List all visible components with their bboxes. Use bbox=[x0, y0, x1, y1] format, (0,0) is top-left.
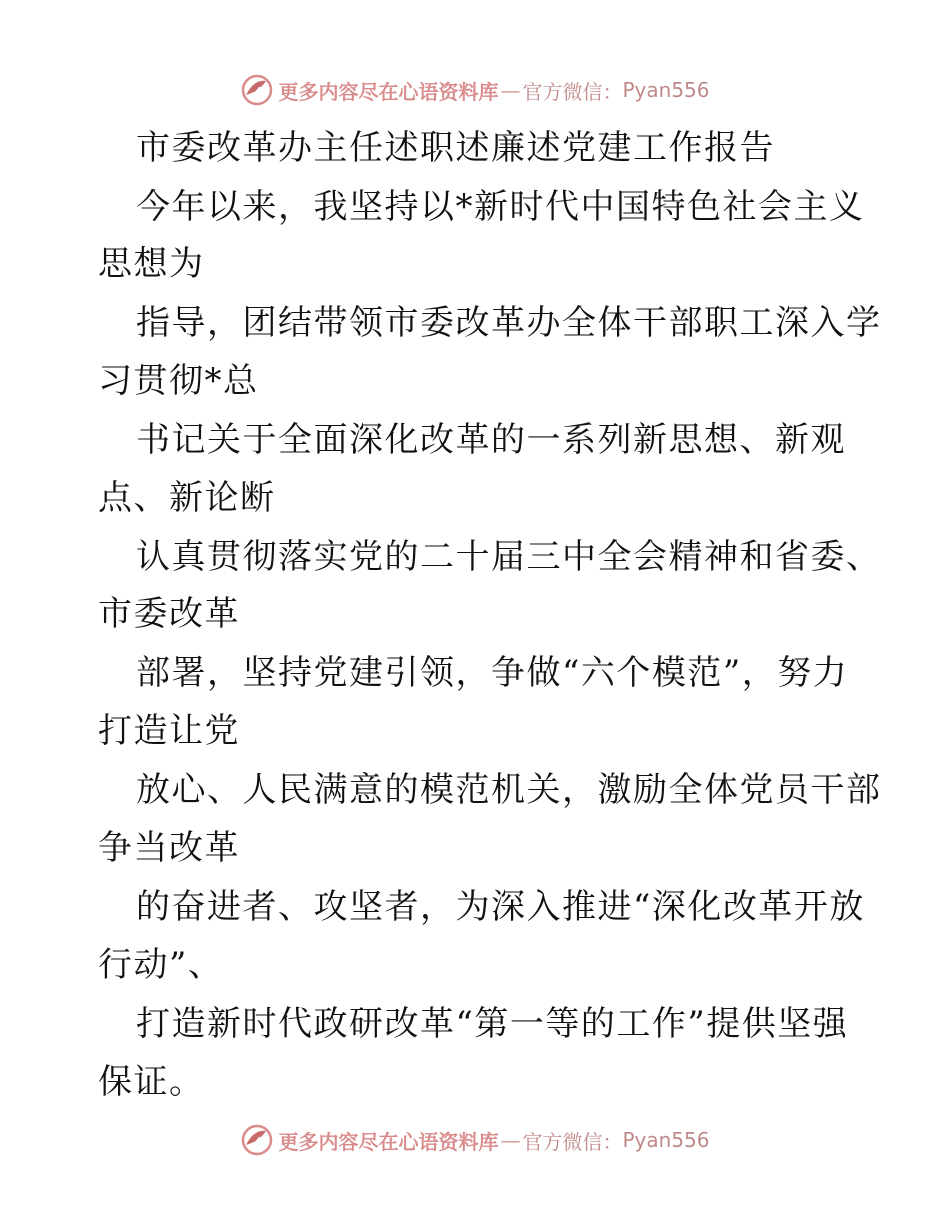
paragraph-line: 点、新论断 bbox=[98, 478, 276, 518]
paragraph-line: 今年以来，我坚持以*新时代中国特色社会主义 bbox=[136, 187, 865, 227]
watermark-wechat-id: Pyan556 bbox=[622, 78, 710, 102]
paragraph-line: 书记关于全面深化改革的一系列新思想、新观 bbox=[136, 420, 846, 460]
paragraph-line: 打造让党 bbox=[98, 711, 240, 751]
paragraph-line: 部署，坚持党建引领，争做“六个模范”，努力 bbox=[136, 653, 849, 693]
paragraph-line: 市委改革 bbox=[98, 594, 240, 634]
paragraph-line: 的奋进者、攻坚者，为深入推进“深化改革开放 bbox=[136, 887, 865, 927]
footer-watermark bbox=[0, 1120, 950, 1160]
document-title: 市委改革办主任述职述廉述党建工作报告 bbox=[136, 128, 775, 168]
paragraph-line: 指导，团结带领市委改革办全体干部职工深入学 bbox=[136, 303, 882, 343]
paragraph-line: 思想为 bbox=[98, 244, 205, 284]
paragraph-line: 放心、人民满意的模范机关，激励全体党员干部 bbox=[136, 770, 882, 810]
watermark-sub-text: 官方微信： bbox=[522, 79, 623, 104]
watermark-dash: — bbox=[500, 1128, 521, 1152]
watermark-main-text: 更多内容尽在心语资料库 bbox=[278, 79, 499, 104]
watermark-sub-text: 官方微信： bbox=[522, 1129, 623, 1154]
paragraph-line: 认真贯彻落实党的二十届三中全会精神和省委、 bbox=[136, 537, 882, 577]
paragraph-line: 争当改革 bbox=[98, 828, 240, 868]
paragraph-line: 习贯彻*总 bbox=[98, 361, 259, 401]
header-watermark bbox=[0, 70, 950, 110]
pen-nib-logo-icon bbox=[240, 1123, 274, 1157]
watermark-main-text: 更多内容尽在心语资料库 bbox=[278, 1129, 499, 1154]
paragraph-line: 保证。 bbox=[98, 1062, 205, 1102]
watermark-dash: — bbox=[500, 78, 521, 102]
pen-nib-logo-icon bbox=[240, 73, 274, 107]
watermark-wechat-id: Pyan556 bbox=[622, 1128, 710, 1152]
paragraph-line: 行动”、 bbox=[98, 945, 224, 985]
paragraph-line: 打造新时代政研改革“第一等的工作”提供坚强 bbox=[136, 1004, 849, 1044]
